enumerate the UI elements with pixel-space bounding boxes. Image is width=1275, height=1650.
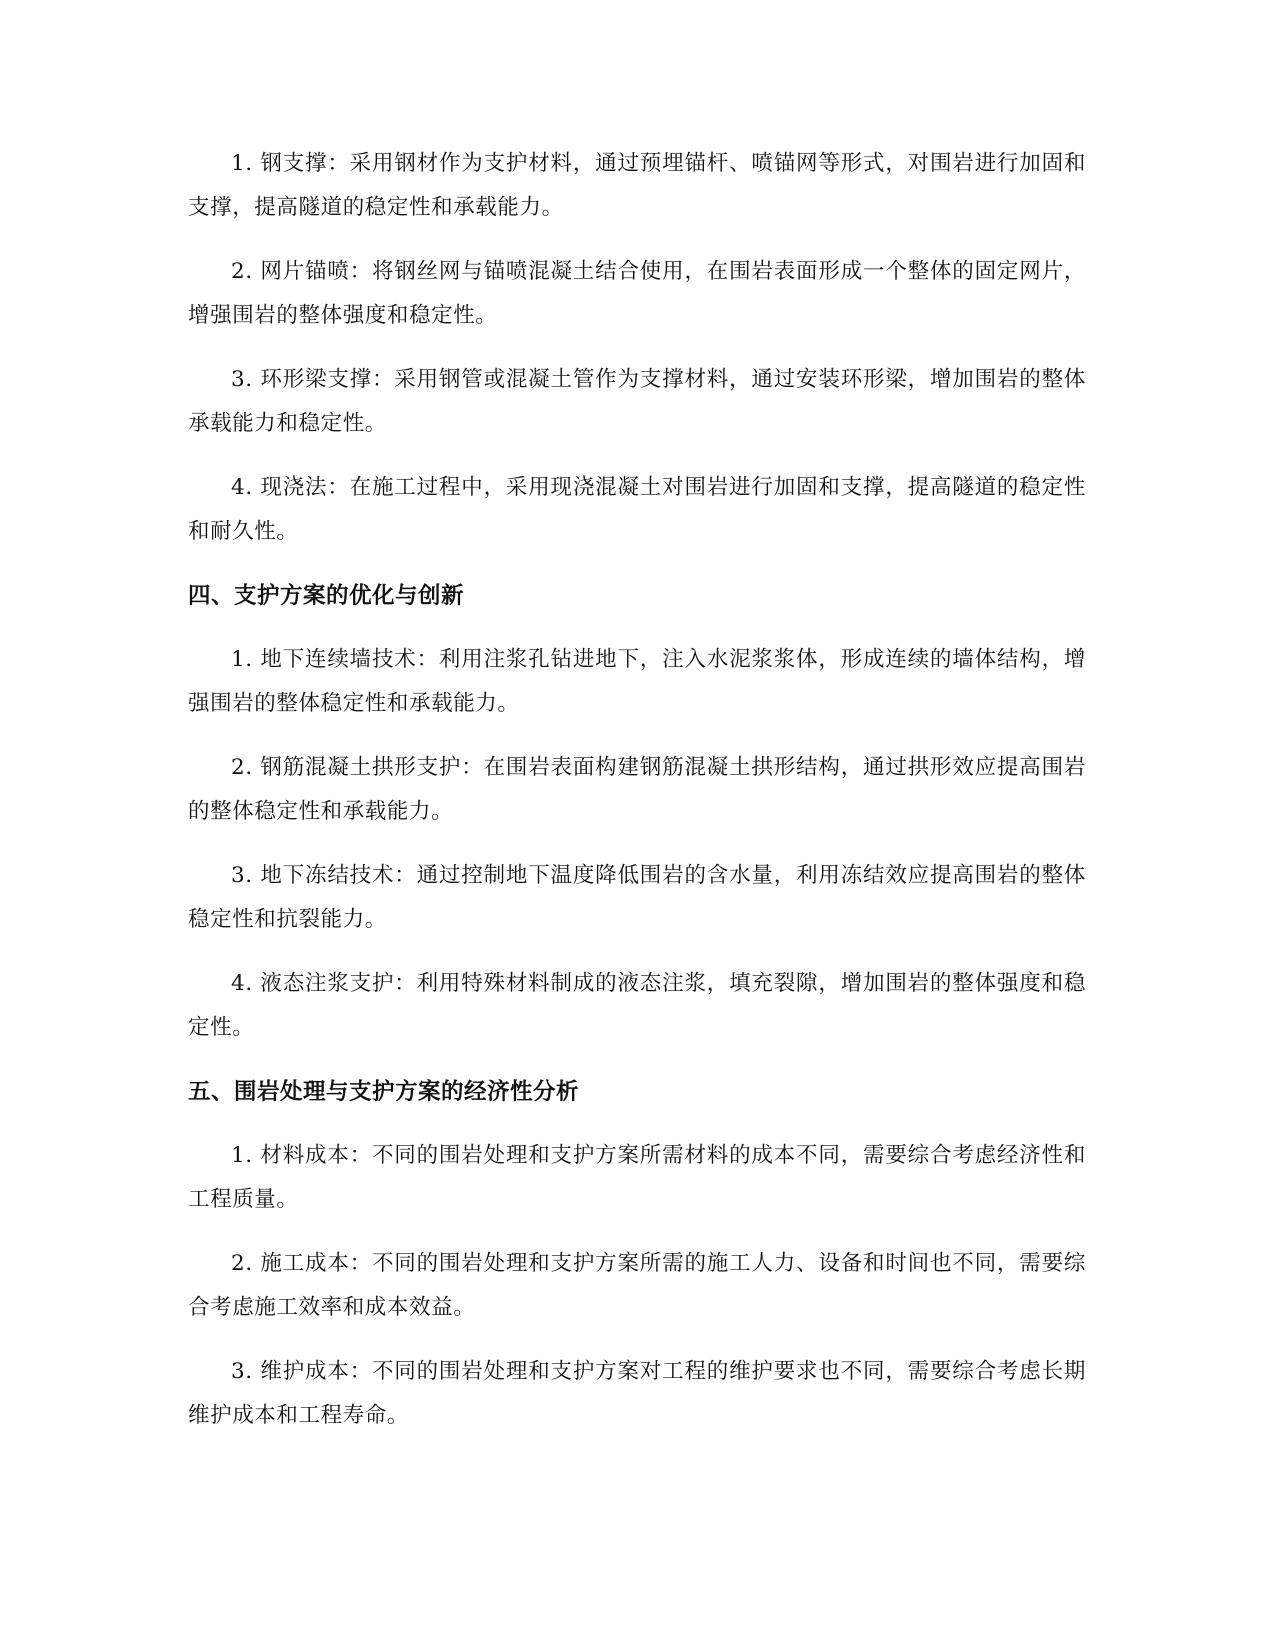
- section-heading-optimization: 四、支护方案的优化与创新: [188, 583, 465, 609]
- paragraph-liquid-grouting: 4. 液态注浆支护：利用特殊材料制成的液态注浆，填充裂隙，增加围岩的整体强度和稳定性。: [188, 971, 1086, 1040]
- document-body: [188, 142, 1086, 1458]
- paragraph-material-cost: 1. 材料成本：不同的围岩处理和支护方案所需材料的成本不同，需要综合考虑经济性和工程质量。: [188, 1143, 1086, 1212]
- paragraph-steel-support: 1. 钢支撑：采用钢材作为支护材料，通过预埋锚杆、喷锚网等形式，对围岩进行加固和支撑，提高隧道的稳定性和承载能力。: [188, 151, 1086, 220]
- paragraph-maintenance-cost: 3. 维护成本：不同的围岩处理和支护方案对工程的维护要求也不同，需要综合考虑长期维护成本和工程寿命。: [188, 1359, 1086, 1428]
- paragraph-construction-cost: 2. 施工成本：不同的围岩处理和支护方案所需的施工人力、设备和时间也不同，需要综合考虑施工效率和成本效益。: [188, 1251, 1086, 1320]
- paragraph-diaphragm-wall: 1. 地下连续墙技术：利用注浆孔钻进地下，注入水泥浆浆体，形成连续的墙体结构，增强围岩的整体稳定性和承载能力。: [188, 647, 1086, 716]
- paragraph-cast-in-place: 4. 现浇法：在施工过程中，采用现浇混凝土对围岩进行加固和支撑，提高隧道的稳定性和耐久性。: [188, 475, 1086, 544]
- section-heading-economics: 五、围岩处理与支护方案的经济性分析: [188, 1079, 580, 1105]
- paragraph-rc-arch-support: 2. 钢筋混凝土拱形支护：在围岩表面构建钢筋混凝土拱形结构，通过拱形效应提高围岩的整体稳定性和承载能力。: [188, 755, 1086, 824]
- paragraph-mesh-shotcrete: 2. 网片锚喷：将钢丝网与锚喷混凝土结合使用，在围岩表面形成一个整体的固定网片，增强围岩的整体强度和稳定性。: [188, 259, 1086, 328]
- paragraph-ring-beam-support: 3. 环形梁支撑：采用钢管或混凝土管作为支撑材料，通过安装环形梁，增加围岩的整体承载能力和稳定性。: [188, 367, 1086, 436]
- paragraph-ground-freezing: 3. 地下冻结技术：通过控制地下温度降低围岩的含水量，利用冻结效应提高围岩的整体稳定性和抗裂能力。: [188, 863, 1086, 932]
